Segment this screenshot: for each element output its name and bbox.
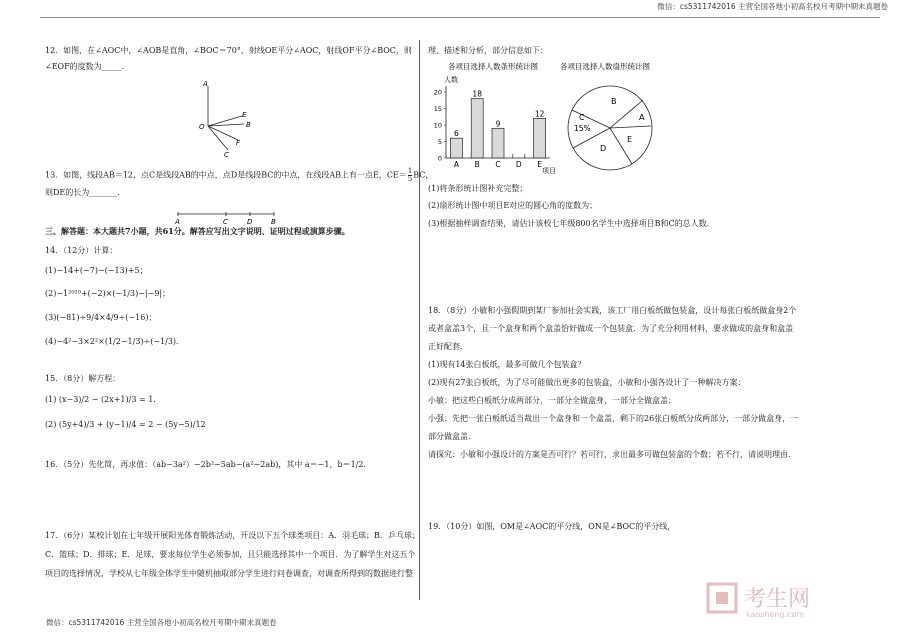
- bar-category-C: C: [495, 160, 501, 169]
- label-E: E: [242, 111, 247, 119]
- bar-value-E: 12: [534, 109, 545, 119]
- q18-xiaomin: 小敏：把这些白板纸分成两部分，一部分全做盒身，一部分全做盒盖；: [428, 396, 676, 405]
- bar-value-C: 9: [495, 119, 501, 129]
- q18-line2: 或者盒盖3个，且一个盒身和两个盒盖恰好做成一个包装盒．为了充分利用材料，要求做成的盒身和盒盖: [428, 324, 794, 333]
- label-O: O: [199, 123, 205, 131]
- bar-chart-ylabel: 人数: [444, 76, 458, 84]
- label-F: F: [236, 139, 241, 147]
- bar-ytick-label: 10: [433, 121, 442, 130]
- bar-E: [534, 118, 546, 158]
- bar-value-A: 6: [454, 129, 459, 139]
- header-rule: [40, 17, 880, 18]
- q13-fraction: [408, 168, 412, 183]
- footer-text: 微信：cs5311742016 主营全国各地小初高名校月考期中期末真题卷: [46, 618, 277, 627]
- q18-explore: 请探究：小敏和小强设计的方案是否可行？若可行，求出最多可做包装盒的个数；若不行，请说明理由．: [428, 450, 796, 459]
- figure-q12-angles: [190, 78, 270, 160]
- watermark-sub: kaosheng.com: [746, 610, 805, 619]
- q14-part1: (1)−14+(−7)−(−13)+5；: [45, 266, 148, 275]
- q18-line3: 正好配套．: [428, 342, 468, 351]
- bar-chart-title: 各项目选择人数条形统计图: [448, 62, 538, 71]
- q18-part1: (1)现有14张白板纸，最多可做几个包装盒？: [428, 360, 586, 369]
- q17-line3: 项目的选择情况，学校从七年级全体学生中随机抽取部分学生进行问卷调查，对调查所得到的数据进行整: [45, 569, 413, 578]
- label-C: C: [224, 151, 229, 159]
- bar-category-D: D: [515, 160, 522, 169]
- q12-line2: ∠EOF的度数为_____．: [45, 62, 130, 71]
- q18-part2: (2)现有27张白板纸，为了尽可能做出更多的包装盒，小敏和小强各设计了一种解决方案：: [428, 378, 746, 387]
- q13-line2: 则DE的长为_______．: [45, 188, 126, 197]
- q16-text: 16．（5分）先化简，再求值：（ab−3a²）−2b²−5ab−(a²−2ab)，其中 a＝−1，b＝1/2．: [45, 460, 372, 469]
- pie-chart-title: 各项目选择人数扇形统计图: [560, 62, 650, 71]
- q18-xiaoqiang-2: 部分做盒盖．: [428, 432, 476, 441]
- pie-label-C: C: [579, 113, 585, 122]
- bar-category-B: B: [474, 160, 480, 169]
- bar-chart-bars: [450, 90, 545, 158]
- q13-frac-num: 1: [407, 167, 413, 175]
- pie-label-E: E: [627, 135, 633, 144]
- q13-line1: [45, 168, 433, 183]
- q17-part1: (1)将条形统计图补充完整；: [428, 184, 528, 193]
- bar-chart-xlabel: 项目: [542, 167, 556, 175]
- header-text: 微信：cs5311742016 主营全国各地小初高名校月考期中期末真题卷: [657, 2, 888, 11]
- q17-continuation: 理、描述和分析，部分信息如下：: [428, 46, 548, 55]
- section-3-heading: 三、解答题：本大题共7小题，共61分。解答应写出文字说明、证明过程或演算步骤。: [45, 226, 350, 236]
- pie-pct-C: 15%: [574, 124, 591, 133]
- seg-label-B: B: [271, 218, 276, 225]
- pie-label-A: A: [639, 113, 645, 122]
- pie-chart: [560, 60, 700, 178]
- bar-chart-categories: [454, 160, 542, 169]
- q14-title: 14．（12分）计算：: [45, 246, 118, 255]
- column-divider: [419, 40, 420, 600]
- q15-part2: (2) (5y+4)/3 + (y−1)/4 = 2 − (5y−5)/12: [45, 420, 206, 429]
- bar-ytick-label: 20: [433, 88, 442, 97]
- q15-title: 15．（8分）解方程：: [45, 374, 121, 383]
- q12-line1: 12．如图，在∠AOC中，∠AOB是直角，∠BOC＝70°，射线OE平分∠AOC，射线OF平分∠BOC，则: [45, 46, 412, 55]
- bar-chart-yticks: [434, 89, 446, 163]
- seg-label-D: D: [247, 218, 253, 225]
- q18-xiaoqiang-1: 小强：先把一张白板纸适当裁出一个盒身和一个盒盖，剩下的26张白板纸分成两部分，一部分做盒身，一: [428, 414, 799, 423]
- watermark-text: 考生网: [744, 587, 811, 612]
- label-B: B: [246, 121, 251, 129]
- figure-q13-segment: [172, 205, 282, 225]
- q17-part3: (3)根据抽样调查结果，请估计该校七年级800名学生中选择项目B和C的总人数．: [428, 219, 715, 228]
- bar-ytick-label: 0: [437, 154, 442, 163]
- bar-value-B: 18: [472, 89, 482, 99]
- watermark-logo: [700, 580, 880, 620]
- q14-part2: (2)−1²⁰²⁰+(−2)×(−1/3)−|−9|；: [45, 289, 171, 298]
- bar-category-E: E: [537, 160, 542, 169]
- q17-line2: C．篮球；D．排球；E．足球，要求每位学生必须参加，且只能选择其中一个项目．为了解学生对这五个: [45, 550, 416, 559]
- bar-C: [492, 128, 504, 158]
- q19-text: 19．（10分）如图，OM是∠AOC的平分线，ON是∠BOC的平分线，: [428, 522, 676, 531]
- bar-A: [450, 138, 462, 158]
- seg-label-C: C: [223, 218, 228, 225]
- q14-part4: (4)−4²−3×2²×(1/2−1/3)÷(−1/3)．: [45, 337, 185, 346]
- q13-text-b: BC，: [413, 170, 434, 180]
- bar-chart: [428, 60, 568, 178]
- q17-line1: 17．（6分）某校计划在七年级开展阳光体育锻炼活动，开设以下五个球类项目：A．羽毛球；B．乒乓球；: [45, 531, 420, 540]
- bar-category-A: A: [453, 160, 459, 169]
- bar-B: [471, 99, 483, 158]
- q14-part3: (3)(−81)÷9/4×4/9÷(−16)；: [45, 313, 157, 322]
- bar-ytick-label: 15: [433, 105, 442, 113]
- bar-ytick-label: 5: [437, 138, 442, 146]
- q17-part2: (2)扇形统计图中项目E对应的圆心角的度数为；: [428, 201, 598, 210]
- q13-frac-den: 5: [407, 175, 413, 183]
- q15-part1: (1) (x−3)/2 − (2x+1)/3 = 1．: [45, 395, 162, 404]
- pie-label-D: D: [600, 144, 607, 153]
- seg-label-A: A: [175, 218, 180, 225]
- label-A: A: [203, 80, 208, 88]
- q18-line1: 18．（8分）小敏和小强假期到某厂参加社会实践，该工厂用白板纸做包装盒，设计每张白板纸做盒身2个: [428, 306, 797, 315]
- q13-text-a: 13．如图，线段AB＝12，点C是线段AB的中点，点D是线段BC的中点，在线段AB上有一点E，CE＝: [45, 170, 407, 180]
- pie-label-B: B: [611, 97, 617, 106]
